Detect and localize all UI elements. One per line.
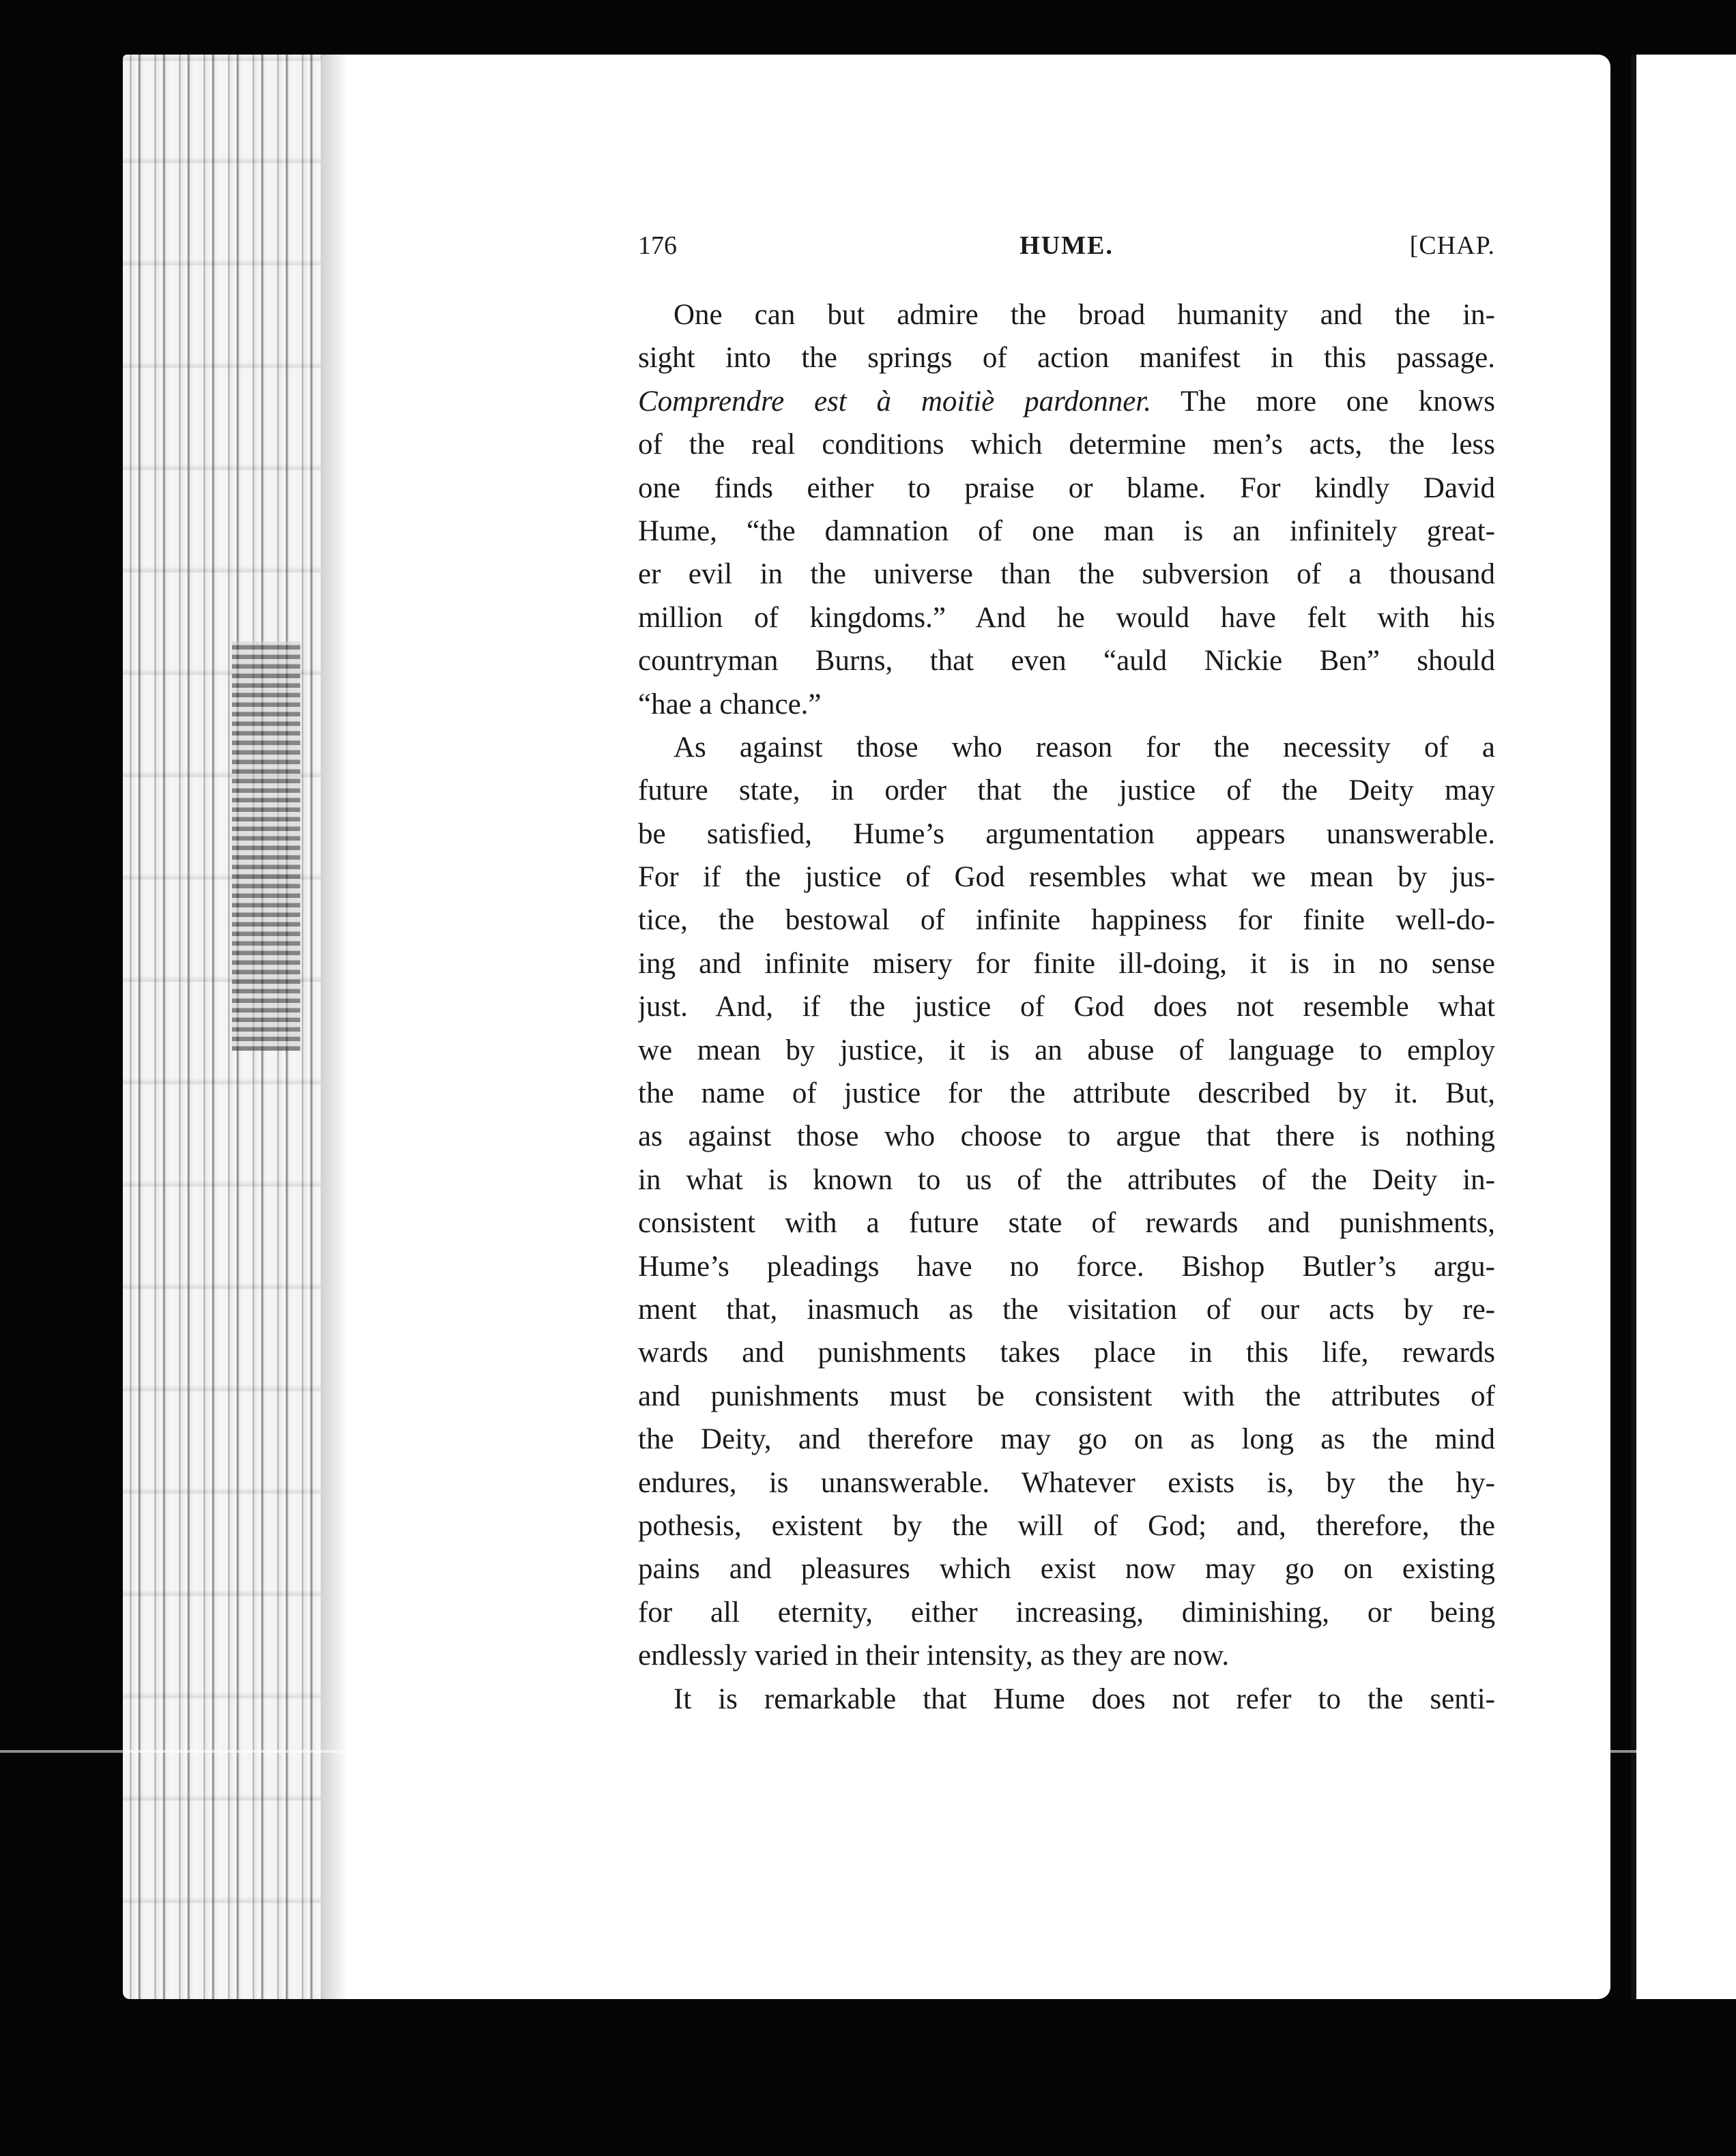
text-line: [638, 1461, 1495, 1504]
text-line: [638, 813, 1495, 856]
line-text: million of kingdoms.” And he would have felt with his: [638, 601, 1495, 634]
line-text: It is remarkable that Hume does not refer to the senti-: [674, 1682, 1495, 1715]
text-line: [638, 899, 1495, 942]
text-line: [638, 510, 1495, 553]
line-text: The more one knows: [1151, 385, 1495, 418]
line-text: one finds either to praise or blame. For kindly David: [638, 471, 1495, 504]
gutter-shadow: [321, 55, 348, 1999]
line-text: be satisfied, Hume’s argumentation appears unanswerable.: [638, 817, 1495, 850]
text-line: [638, 553, 1495, 596]
text-line: [638, 1375, 1495, 1418]
text-line: [638, 423, 1495, 466]
line-text: countryman Burns, that even “auld Nickie Ben” should: [638, 645, 1495, 678]
line-text: ment that, inasmuch as the visitation of our acts by re-: [638, 1293, 1495, 1326]
line-text: As against those who reason for the necessity of a: [674, 731, 1495, 763]
line-text: consistent with a future state of rewards and punishments,: [638, 1207, 1495, 1240]
text-line: [638, 1418, 1495, 1461]
running-title: HUME.: [1019, 231, 1114, 260]
line-text: as against those who choose to argue that there is nothing: [638, 1120, 1495, 1153]
italic-phrase: Comprendre est à moitiè pardonner.: [638, 385, 1152, 418]
line-text: endures, is unanswerable. Whatever exists is, by the hy-: [638, 1466, 1495, 1499]
text-line: [638, 1634, 1495, 1677]
text-line: [638, 1678, 1495, 1721]
text-line: [638, 1159, 1495, 1201]
line-text: tice, the bestowal of infinite happiness for finite well-do-: [638, 904, 1495, 937]
line-text: Hume, “the damnation of one man is an infinitely great-: [638, 514, 1495, 547]
body-text: [638, 293, 1495, 1721]
line-text: ing and infinite misery for finite ill-doing, it is in no sense: [638, 947, 1495, 980]
text-line: [638, 769, 1495, 812]
line-text: just. And, if the justice of God does not resemble what: [638, 991, 1495, 1023]
text-line: [638, 1504, 1495, 1547]
text-line: [638, 1547, 1495, 1590]
text-line: [638, 942, 1495, 985]
line-text: the Deity, and therefore may go on as long as the mind: [638, 1423, 1495, 1456]
line-text: sight into the springs of action manifest in this passage.: [638, 342, 1495, 375]
text-line: [638, 1029, 1495, 1072]
text-line: [638, 1331, 1495, 1374]
line-text: pothesis, existent by the will of God; and, therefore, the: [638, 1509, 1495, 1542]
line-text: the name of justice for the attribute described by it. But,: [638, 1077, 1495, 1110]
text-line: [638, 1115, 1495, 1158]
chapter-marker: [CHAP.: [1409, 231, 1495, 260]
line-text: in what is known to us of the attributes of the Deity in-: [638, 1163, 1495, 1196]
line-text: for all eternity, either increasing, diminishing, or being: [638, 1596, 1495, 1629]
scan-line: [0, 1750, 1736, 1753]
line-text: One can but admire the broad humanity and the in-: [674, 299, 1495, 331]
text-line: [638, 639, 1495, 682]
text-line: [638, 1288, 1495, 1331]
line-text: we mean by justice, it is an abuse of language to employ: [638, 1034, 1495, 1066]
line-text: pains and pleasures which exist now may go on existing: [638, 1553, 1495, 1586]
page-number: 176: [638, 231, 677, 260]
text-line: [638, 1201, 1495, 1244]
facing-page-edge: [1631, 55, 1736, 1999]
text-line: [638, 336, 1495, 379]
line-text: er evil in the universe than the subversion of a thousand: [638, 558, 1495, 591]
text-line: [638, 1072, 1495, 1115]
library-stamp-on-edges: [232, 641, 300, 1051]
running-head: [638, 231, 1495, 272]
text-line: [638, 1591, 1495, 1634]
line-text: future state, in order that the justice of the Deity may: [638, 774, 1495, 807]
line-text: For if the justice of God resembles what we mean by jus-: [638, 861, 1495, 894]
text-line: [638, 380, 1495, 423]
line-text: and punishments must be consistent with the attributes of: [638, 1380, 1495, 1412]
text-line: [638, 1245, 1495, 1288]
text-line: [638, 985, 1495, 1028]
text-line: [638, 856, 1495, 899]
line-text: Hume’s pleadings have no force. Bishop Butler’s argu-: [638, 1250, 1495, 1283]
text-line: [638, 683, 1495, 726]
line-text: wards and punishments takes place in this life, rewards: [638, 1337, 1495, 1369]
line-text: endlessly varied in their intensity, as they are now.: [638, 1640, 1230, 1672]
text-line: [638, 726, 1495, 769]
text-line: [638, 596, 1495, 639]
line-text: “hae a chance.”: [638, 688, 822, 720]
text-line: [638, 467, 1495, 510]
line-text: of the real conditions which determine men’s acts, the less: [638, 428, 1495, 461]
text-line: [638, 293, 1495, 336]
